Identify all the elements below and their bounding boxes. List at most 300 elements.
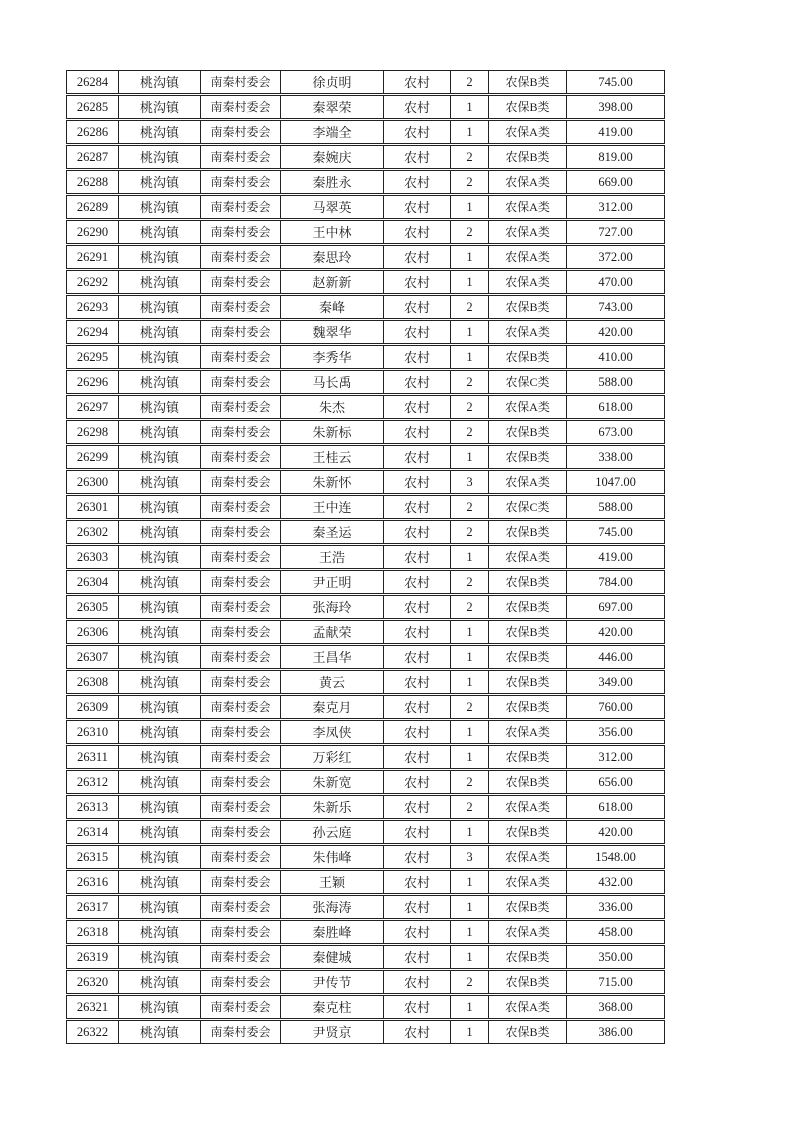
cell-person-name: 黄云 [281, 671, 384, 693]
cell-village-committee: 南秦村委会 [201, 821, 281, 843]
cell-amount: 1548.00 [595, 849, 636, 864]
cell-household-category: 农村 [384, 196, 451, 218]
table-row [66, 345, 665, 369]
cell-person-name: 朱新怀 [281, 471, 384, 493]
cell-person-name: 秦婉庆 [281, 146, 384, 168]
cell-person-count: 1 [451, 721, 489, 743]
cell-person-name: 朱新宽 [281, 771, 384, 793]
cell-serial-number: 26288 [67, 171, 119, 193]
cell-household-category: 农村 [384, 421, 451, 443]
cell-amount: 745.00 [598, 74, 633, 89]
cell-person-name: 孟献荣 [281, 621, 384, 643]
cell-serial-number: 26287 [67, 146, 119, 168]
cell-village-committee: 南秦村委会 [201, 371, 281, 393]
table-row [66, 845, 665, 869]
cell-town: 桃沟镇 [119, 921, 201, 943]
table-row [66, 745, 665, 769]
cell-village-committee: 南秦村委会 [201, 896, 281, 918]
table-row [66, 470, 665, 494]
cell-insurance-type: 农保B类 [489, 971, 567, 993]
cell-insurance-type: 农保B类 [489, 746, 567, 768]
cell-amount: 618.00 [598, 399, 633, 414]
cell-insurance-type: 农保A类 [489, 271, 567, 293]
cell-person-name: 赵新新 [281, 271, 384, 293]
cell-insurance-type: 农保A类 [489, 471, 567, 493]
cell-person-count: 2 [451, 521, 489, 543]
cell-person-count: 1 [451, 446, 489, 468]
cell-person-name: 尹传节 [281, 971, 384, 993]
cell-town: 桃沟镇 [119, 596, 201, 618]
cell-person-count: 1 [451, 621, 489, 643]
cell-person-count: 1 [451, 121, 489, 143]
cell-person-count: 3 [451, 471, 489, 493]
cell-person-name: 张海涛 [281, 896, 384, 918]
cell-household-category: 农村 [384, 721, 451, 743]
cell-amount: 784.00 [598, 574, 633, 589]
table-row [66, 645, 665, 669]
cell-person-name: 王昌华 [281, 646, 384, 668]
table-row [66, 945, 665, 969]
cell-village-committee: 南秦村委会 [201, 196, 281, 218]
cell-insurance-type: 农保A类 [489, 171, 567, 193]
cell-village-committee: 南秦村委会 [201, 246, 281, 268]
cell-serial-number: 26286 [67, 121, 119, 143]
table-row [66, 695, 665, 719]
table-row [66, 295, 665, 319]
cell-town: 桃沟镇 [119, 421, 201, 443]
cell-town: 桃沟镇 [119, 146, 201, 168]
cell-town: 桃沟镇 [119, 971, 201, 993]
cell-serial-number: 26320 [67, 971, 119, 993]
cell-town: 桃沟镇 [119, 446, 201, 468]
cell-serial-number: 26310 [67, 721, 119, 743]
cell-serial-number: 26293 [67, 296, 119, 318]
cell-insurance-type: 农保B类 [489, 696, 567, 718]
cell-amount: 446.00 [598, 649, 633, 664]
cell-amount: 727.00 [598, 224, 633, 239]
cell-town: 桃沟镇 [119, 296, 201, 318]
cell-serial-number: 26305 [67, 596, 119, 618]
cell-person-name: 秦克月 [281, 696, 384, 718]
cell-town: 桃沟镇 [119, 346, 201, 368]
cell-town: 桃沟镇 [119, 96, 201, 118]
cell-village-committee: 南秦村委会 [201, 946, 281, 968]
cell-town: 桃沟镇 [119, 621, 201, 643]
cell-person-name: 张海玲 [281, 596, 384, 618]
cell-household-category: 农村 [384, 896, 451, 918]
cell-household-category: 农村 [384, 496, 451, 518]
cell-household-category: 农村 [384, 246, 451, 268]
cell-village-committee: 南秦村委会 [201, 521, 281, 543]
cell-amount: 312.00 [598, 749, 633, 764]
cell-town: 桃沟镇 [119, 221, 201, 243]
cell-person-name: 秦思玲 [281, 246, 384, 268]
cell-serial-number: 26309 [67, 696, 119, 718]
cell-insurance-type: 农保A类 [489, 921, 567, 943]
cell-household-category: 农村 [384, 396, 451, 418]
cell-serial-number: 26290 [67, 221, 119, 243]
cell-town: 桃沟镇 [119, 796, 201, 818]
cell-town: 桃沟镇 [119, 871, 201, 893]
cell-village-committee: 南秦村委会 [201, 921, 281, 943]
cell-insurance-type: 农保B类 [489, 1021, 567, 1043]
table-row [66, 1020, 665, 1044]
cell-village-committee: 南秦村委会 [201, 796, 281, 818]
cell-village-committee: 南秦村委会 [201, 446, 281, 468]
cell-household-category: 农村 [384, 571, 451, 593]
table-row [66, 245, 665, 269]
cell-serial-number: 26302 [67, 521, 119, 543]
cell-amount: 356.00 [598, 724, 633, 739]
cell-serial-number: 26311 [67, 746, 119, 768]
cell-person-name: 王桂云 [281, 446, 384, 468]
cell-person-name: 秦翠荣 [281, 96, 384, 118]
cell-town: 桃沟镇 [119, 746, 201, 768]
cell-insurance-type: 农保B类 [489, 771, 567, 793]
cell-household-category: 农村 [384, 221, 451, 243]
cell-village-committee: 南秦村委会 [201, 846, 281, 868]
cell-village-committee: 南秦村委会 [201, 746, 281, 768]
cell-serial-number: 26295 [67, 346, 119, 368]
cell-town: 桃沟镇 [119, 496, 201, 518]
cell-person-count: 1 [451, 246, 489, 268]
cell-insurance-type: 农保A类 [489, 246, 567, 268]
cell-town: 桃沟镇 [119, 896, 201, 918]
cell-person-count: 2 [451, 146, 489, 168]
cell-town: 桃沟镇 [119, 771, 201, 793]
cell-amount: 410.00 [598, 349, 633, 364]
cell-person-count: 1 [451, 1021, 489, 1043]
cell-person-name: 秦峰 [281, 296, 384, 318]
cell-village-committee: 南秦村委会 [201, 971, 281, 993]
cell-town: 桃沟镇 [119, 721, 201, 743]
cell-serial-number: 26301 [67, 496, 119, 518]
cell-town: 桃沟镇 [119, 196, 201, 218]
cell-amount: 819.00 [598, 149, 633, 164]
cell-person-count: 1 [451, 546, 489, 568]
cell-household-category: 农村 [384, 296, 451, 318]
table-row [66, 920, 665, 944]
cell-person-name: 秦圣运 [281, 521, 384, 543]
cell-person-count: 2 [451, 296, 489, 318]
cell-person-name: 马翠英 [281, 196, 384, 218]
cell-serial-number: 26292 [67, 271, 119, 293]
cell-person-count: 3 [451, 846, 489, 868]
cell-amount: 419.00 [598, 549, 633, 564]
cell-town: 桃沟镇 [119, 471, 201, 493]
cell-household-category: 农村 [384, 71, 451, 93]
cell-insurance-type: 农保B类 [489, 71, 567, 93]
cell-serial-number: 26322 [67, 1021, 119, 1043]
cell-person-name: 王浩 [281, 546, 384, 568]
cell-person-count: 2 [451, 421, 489, 443]
cell-household-category: 农村 [384, 746, 451, 768]
table-row [66, 770, 665, 794]
cell-household-category: 农村 [384, 346, 451, 368]
cell-insurance-type: 农保B类 [489, 521, 567, 543]
table-row [66, 195, 665, 219]
table-row [66, 495, 665, 519]
cell-insurance-type: 农保A类 [489, 321, 567, 343]
cell-amount: 368.00 [598, 999, 633, 1014]
table-row [66, 720, 665, 744]
table-row [66, 270, 665, 294]
cell-town: 桃沟镇 [119, 1021, 201, 1043]
cell-person-count: 1 [451, 196, 489, 218]
cell-town: 桃沟镇 [119, 696, 201, 718]
table-row [66, 420, 665, 444]
cell-amount: 349.00 [598, 674, 633, 689]
cell-serial-number: 26289 [67, 196, 119, 218]
cell-amount: 618.00 [598, 799, 633, 814]
cell-household-category: 农村 [384, 521, 451, 543]
cell-insurance-type: 农保B类 [489, 671, 567, 693]
cell-serial-number: 26298 [67, 421, 119, 443]
cell-serial-number: 26318 [67, 921, 119, 943]
cell-town: 桃沟镇 [119, 996, 201, 1018]
cell-serial-number: 26316 [67, 871, 119, 893]
cell-household-category: 农村 [384, 846, 451, 868]
cell-household-category: 农村 [384, 946, 451, 968]
cell-person-count: 1 [451, 746, 489, 768]
cell-town: 桃沟镇 [119, 546, 201, 568]
cell-amount: 656.00 [598, 774, 633, 789]
table-row [66, 570, 665, 594]
cell-household-category: 农村 [384, 671, 451, 693]
cell-amount: 588.00 [598, 499, 633, 514]
cell-household-category: 农村 [384, 446, 451, 468]
cell-household-category: 农村 [384, 146, 451, 168]
table-row [66, 595, 665, 619]
cell-village-committee: 南秦村委会 [201, 696, 281, 718]
cell-person-count: 1 [451, 921, 489, 943]
cell-amount: 673.00 [598, 424, 633, 439]
table-row [66, 395, 665, 419]
cell-household-category: 农村 [384, 696, 451, 718]
cell-insurance-type: 农保A类 [489, 396, 567, 418]
cell-insurance-type: 农保C类 [489, 371, 567, 393]
table-row [66, 670, 665, 694]
cell-insurance-type: 农保B类 [489, 421, 567, 443]
cell-amount: 338.00 [598, 449, 633, 464]
cell-household-category: 农村 [384, 971, 451, 993]
cell-village-committee: 南秦村委会 [201, 421, 281, 443]
cell-person-count: 2 [451, 771, 489, 793]
cell-person-count: 2 [451, 71, 489, 93]
cell-town: 桃沟镇 [119, 846, 201, 868]
cell-serial-number: 26319 [67, 946, 119, 968]
cell-household-category: 农村 [384, 821, 451, 843]
table-row [66, 370, 665, 394]
cell-person-name: 王中林 [281, 221, 384, 243]
cell-person-name: 王中连 [281, 496, 384, 518]
cell-household-category: 农村 [384, 96, 451, 118]
cell-person-count: 2 [451, 596, 489, 618]
cell-village-committee: 南秦村委会 [201, 721, 281, 743]
table-row [66, 120, 665, 144]
cell-person-count: 2 [451, 696, 489, 718]
cell-village-committee: 南秦村委会 [201, 1021, 281, 1043]
cell-serial-number: 26285 [67, 96, 119, 118]
cell-town: 桃沟镇 [119, 71, 201, 93]
table-row [66, 145, 665, 169]
cell-person-count: 1 [451, 821, 489, 843]
cell-household-category: 农村 [384, 471, 451, 493]
cell-village-committee: 南秦村委会 [201, 296, 281, 318]
cell-serial-number: 26321 [67, 996, 119, 1018]
cell-person-count: 2 [451, 396, 489, 418]
cell-person-count: 1 [451, 321, 489, 343]
table-row [66, 445, 665, 469]
cell-serial-number: 26294 [67, 321, 119, 343]
cell-household-category: 农村 [384, 996, 451, 1018]
cell-insurance-type: 农保A类 [489, 721, 567, 743]
table-row [66, 320, 665, 344]
table-row [66, 895, 665, 919]
cell-person-count: 2 [451, 171, 489, 193]
cell-village-committee: 南秦村委会 [201, 271, 281, 293]
cell-household-category: 农村 [384, 871, 451, 893]
cell-person-name: 朱杰 [281, 396, 384, 418]
cell-insurance-type: 农保B类 [489, 821, 567, 843]
cell-amount: 350.00 [598, 949, 633, 964]
cell-town: 桃沟镇 [119, 321, 201, 343]
cell-person-count: 1 [451, 346, 489, 368]
cell-insurance-type: 农保B类 [489, 346, 567, 368]
cell-person-name: 李凤侠 [281, 721, 384, 743]
cell-village-committee: 南秦村委会 [201, 96, 281, 118]
cell-person-name: 朱新标 [281, 421, 384, 443]
cell-serial-number: 26299 [67, 446, 119, 468]
cell-insurance-type: 农保C类 [489, 496, 567, 518]
cell-person-name: 朱新乐 [281, 796, 384, 818]
cell-town: 桃沟镇 [119, 246, 201, 268]
table-row [66, 870, 665, 894]
cell-serial-number: 26297 [67, 396, 119, 418]
cell-person-name: 马长禹 [281, 371, 384, 393]
cell-household-category: 农村 [384, 121, 451, 143]
cell-amount: 398.00 [598, 99, 633, 114]
cell-person-count: 2 [451, 496, 489, 518]
cell-person-count: 2 [451, 971, 489, 993]
cell-village-committee: 南秦村委会 [201, 621, 281, 643]
cell-amount: 715.00 [598, 974, 633, 989]
cell-serial-number: 26313 [67, 796, 119, 818]
cell-insurance-type: 农保A类 [489, 196, 567, 218]
cell-serial-number: 26284 [67, 71, 119, 93]
cell-amount: 336.00 [598, 899, 633, 914]
table-row [66, 820, 665, 844]
cell-amount: 458.00 [598, 924, 633, 939]
cell-insurance-type: 农保A类 [489, 996, 567, 1018]
cell-person-name: 李秀华 [281, 346, 384, 368]
cell-person-count: 2 [451, 571, 489, 593]
cell-person-name: 徐贞明 [281, 71, 384, 93]
cell-person-count: 1 [451, 271, 489, 293]
cell-person-count: 1 [451, 996, 489, 1018]
cell-household-category: 农村 [384, 771, 451, 793]
cell-town: 桃沟镇 [119, 671, 201, 693]
table-row [66, 620, 665, 644]
cell-amount: 697.00 [598, 599, 633, 614]
cell-person-name: 李端全 [281, 121, 384, 143]
cell-village-committee: 南秦村委会 [201, 671, 281, 693]
cell-amount: 420.00 [598, 624, 633, 639]
cell-town: 桃沟镇 [119, 121, 201, 143]
cell-village-committee: 南秦村委会 [201, 871, 281, 893]
cell-insurance-type: 农保B类 [489, 596, 567, 618]
cell-household-category: 农村 [384, 171, 451, 193]
cell-amount: 745.00 [598, 524, 633, 539]
cell-insurance-type: 农保A类 [489, 796, 567, 818]
cell-town: 桃沟镇 [119, 396, 201, 418]
cell-household-category: 农村 [384, 646, 451, 668]
cell-household-category: 农村 [384, 796, 451, 818]
cell-village-committee: 南秦村委会 [201, 346, 281, 368]
cell-village-committee: 南秦村委会 [201, 771, 281, 793]
cell-town: 桃沟镇 [119, 271, 201, 293]
cell-serial-number: 26296 [67, 371, 119, 393]
cell-serial-number: 26314 [67, 821, 119, 843]
cell-person-name: 王颖 [281, 871, 384, 893]
cell-town: 桃沟镇 [119, 646, 201, 668]
cell-person-name: 秦克柱 [281, 996, 384, 1018]
cell-amount: 743.00 [598, 299, 633, 314]
cell-village-committee: 南秦村委会 [201, 546, 281, 568]
cell-serial-number: 26307 [67, 646, 119, 668]
cell-insurance-type: 农保B类 [489, 296, 567, 318]
cell-serial-number: 26308 [67, 671, 119, 693]
cell-household-category: 农村 [384, 546, 451, 568]
cell-serial-number: 26306 [67, 621, 119, 643]
cell-person-name: 朱伟峰 [281, 846, 384, 868]
cell-town: 桃沟镇 [119, 821, 201, 843]
cell-insurance-type: 农保B类 [489, 896, 567, 918]
cell-person-count: 2 [451, 796, 489, 818]
cell-insurance-type: 农保B类 [489, 96, 567, 118]
cell-insurance-type: 农保B类 [489, 946, 567, 968]
cell-person-name: 秦胜峰 [281, 921, 384, 943]
cell-amount: 1047.00 [595, 474, 636, 489]
cell-amount: 760.00 [598, 699, 633, 714]
cell-village-committee: 南秦村委会 [201, 221, 281, 243]
cell-person-count: 1 [451, 871, 489, 893]
cell-serial-number: 26300 [67, 471, 119, 493]
cell-person-count: 1 [451, 96, 489, 118]
cell-insurance-type: 农保A类 [489, 221, 567, 243]
cell-person-count: 1 [451, 646, 489, 668]
cell-person-name: 魏翠华 [281, 321, 384, 343]
cell-village-committee: 南秦村委会 [201, 396, 281, 418]
cell-serial-number: 26317 [67, 896, 119, 918]
cell-amount: 312.00 [598, 199, 633, 214]
cell-village-committee: 南秦村委会 [201, 596, 281, 618]
cell-insurance-type: 农保B类 [489, 621, 567, 643]
cell-amount: 419.00 [598, 124, 633, 139]
cell-amount: 432.00 [598, 874, 633, 889]
cell-household-category: 农村 [384, 921, 451, 943]
cell-person-name: 秦健城 [281, 946, 384, 968]
table-row [66, 545, 665, 569]
cell-village-committee: 南秦村委会 [201, 71, 281, 93]
cell-person-count: 1 [451, 946, 489, 968]
cell-serial-number: 26303 [67, 546, 119, 568]
table-row [66, 220, 665, 244]
cell-amount: 588.00 [598, 374, 633, 389]
cell-serial-number: 26315 [67, 846, 119, 868]
cell-town: 桃沟镇 [119, 521, 201, 543]
cell-village-committee: 南秦村委会 [201, 171, 281, 193]
